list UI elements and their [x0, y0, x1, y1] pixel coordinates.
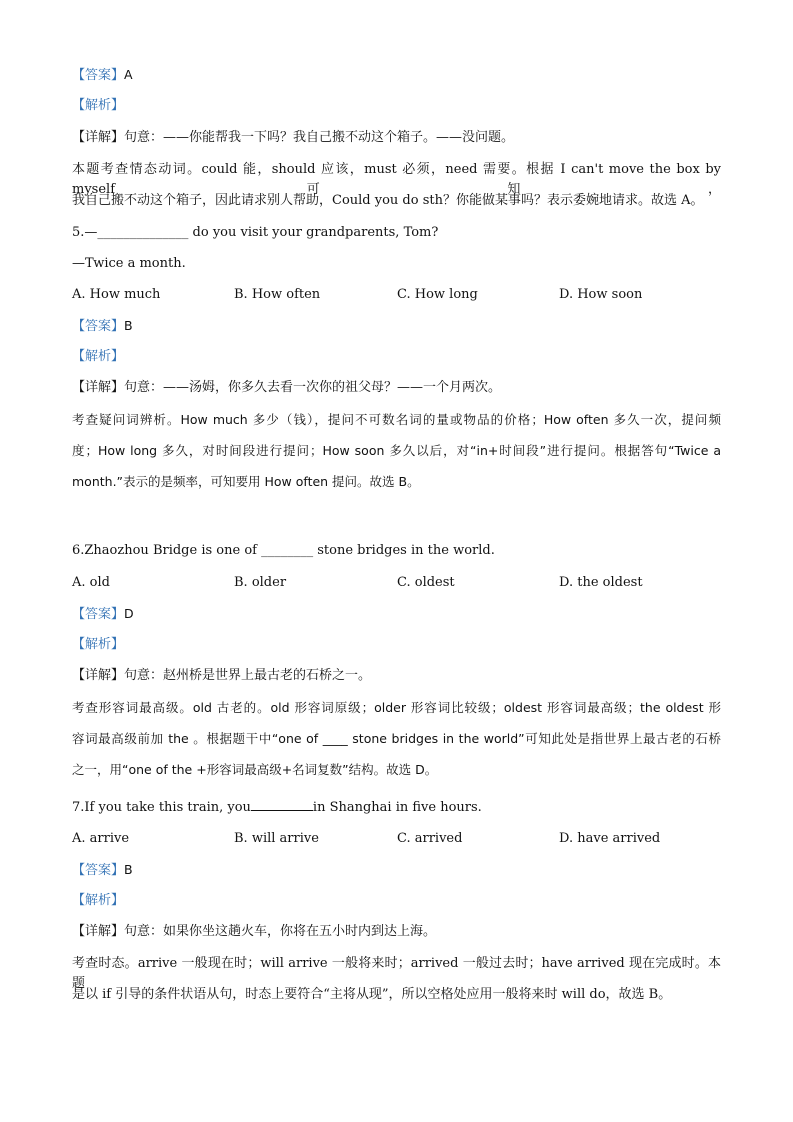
q6-option-d: D. the oldest	[559, 575, 643, 590]
q5-option-b: B. How often	[234, 287, 321, 302]
q7-option-c: C. arrived	[397, 831, 463, 846]
q5-option-d: D. How soon	[559, 287, 643, 302]
detail-tag: 【详解】	[72, 130, 125, 145]
detail-tag: 【详解】	[72, 924, 125, 939]
q7-answer-line	[72, 860, 133, 881]
q7-analysis-line	[72, 891, 124, 911]
answer-value: D	[124, 606, 134, 621]
q7-detail-line	[72, 922, 436, 942]
answer-value: B	[124, 318, 133, 333]
detail-text: 句意：赵州桥是世界上最古老的石桥之一。	[124, 668, 372, 683]
q6-answer-line	[72, 604, 134, 625]
detail-tag: 【详解】	[72, 668, 125, 683]
q6-explain-1: 考查形容词最高级。old 古老的。old 形容词原级；older 形容词比较级；oldest 形容词最高级；the oldest 形	[72, 700, 721, 715]
q6-stem: 6.Zhaozhou Bridge is one of ________ stone bridges in the world.	[72, 543, 495, 558]
q5-stem: 5.—______________ do you visit your grandparents, Tom?	[72, 225, 439, 240]
q7-explain-2: 是以 if 引导的条件状语从句，时态上要符合“主将从现”，所以空格处应用一般将来时 will do，故选 B。	[72, 987, 672, 1002]
analysis-tag: 【解析】	[72, 637, 125, 652]
answer-value: B	[124, 862, 133, 877]
q7-option-b: B. will arrive	[234, 831, 319, 846]
q5-explain-2: 度；How long 多久，对时间段进行提问；How soon 多久以后，对“in+时间段”进行提问。根据答句“Twice a	[72, 443, 721, 458]
detail-text: 句意：——你能帮我一下吗？我自己搬不动这个箱子。——没问题。	[124, 130, 515, 145]
q5-reply: —Twice a month.	[72, 256, 186, 271]
q6-option-b: B. older	[234, 575, 287, 590]
answer-tag: 【答案】	[72, 863, 125, 878]
q5-explain-1: 考查疑问词辨析。How much 多少（钱），提问不可数名词的量或物品的价格；How often 多久一次，提问频	[72, 412, 721, 427]
q4-answer-line	[72, 65, 133, 86]
answer-tag: 【答案】	[72, 319, 125, 334]
q4-explain-2: 我自己搬不动这个箱子，因此请求别人帮助，Could you do sth？你能做某事吗？表示委婉地请求。故选 A。	[72, 193, 704, 208]
analysis-tag: 【解析】	[72, 893, 125, 908]
q5-option-c: C. How long	[397, 287, 478, 302]
q7-stem-before: 7.If you take this train, you	[72, 800, 251, 815]
q7-option-a: A. arrive	[72, 831, 130, 846]
q4-explain-1: 本题考查情态动词。could 能，should 应该，must 必须，need 需要。根据 I can't move the box by myself 可知，	[72, 162, 721, 197]
detail-text: 句意：——汤姆，你多久去看一次你的祖父母？——一个月两次。	[124, 380, 502, 395]
q6-detail-line	[72, 666, 371, 686]
q6-option-a: A. old	[72, 575, 110, 590]
q6-explain-3: 之一，用“one of the +形容词最高级+名词复数”结构。故选 D。	[72, 762, 438, 777]
answer-tag: 【答案】	[72, 68, 125, 83]
q7-explain-1: 考查时态。arrive 一般现在时；will arrive 一般将来时；arrived 一般过去时；have arrived 现在完成时。本题	[72, 956, 721, 991]
q7-stem	[72, 798, 482, 818]
q6-option-c: C. oldest	[397, 575, 455, 590]
q6-analysis-line	[72, 635, 124, 655]
q4-detail-line	[72, 128, 514, 148]
q7-stem-after: in Shanghai in five hours.	[312, 800, 482, 815]
q7-option-d: D. have arrived	[559, 831, 661, 846]
q5-answer-line	[72, 316, 133, 337]
analysis-tag: 【解析】	[72, 98, 125, 113]
analysis-tag: 【解析】	[72, 349, 125, 364]
q5-analysis-line	[72, 347, 124, 367]
q6-explain-2: 容词最高级前加 the 。根据题干中“one of ____ stone bridges in the world”可知此处是指世界上最古老的石桥	[72, 731, 721, 746]
answer-tag: 【答案】	[72, 607, 125, 622]
detail-text: 句意：如果你坐这趟火车，你将在五小时内到达上海。	[124, 924, 437, 939]
q5-option-a: A. How much	[72, 287, 161, 302]
answer-value: A	[124, 67, 133, 82]
q5-explain-3: month.”表示的是频率，可知要用 How often 提问。故选 B。	[72, 474, 420, 489]
detail-tag: 【详解】	[72, 380, 125, 395]
q4-analysis-line	[72, 96, 124, 116]
q5-detail-line	[72, 378, 501, 398]
answer-blank	[251, 798, 313, 811]
